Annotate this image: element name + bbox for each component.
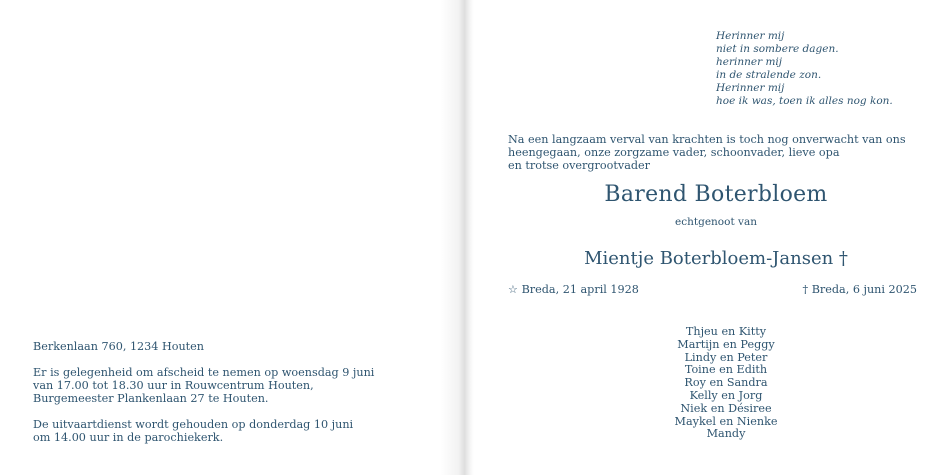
family-member: Roy en Sandra (684, 376, 768, 390)
service-line: De uitvaartdienst wordt gehouden op donderdag 10 juni (33, 418, 354, 431)
poem-line: Herinner mij (716, 82, 785, 94)
family-member: Niek en Désiree (680, 401, 772, 415)
service-line: om 14.00 uur in de parochiekerk. (33, 431, 224, 444)
card-fold-shadow (440, 0, 474, 475)
home-address: Berkenlaan 760, 1234 Houten (33, 340, 204, 353)
farewell-line: Er is gelegenheid om afscheid te nemen op woensdag 9 juni (33, 366, 375, 379)
poem-line: Herinner mij (716, 30, 785, 42)
family-list (606, 326, 846, 441)
intro-line: en trotse overgrootvader (508, 159, 650, 172)
family-member: Martijn en Peggy (677, 337, 775, 351)
family-member: Thjeu en Kitty (685, 325, 767, 338)
funeral-service-info (33, 418, 353, 444)
family-member: Toine en Edith (684, 363, 768, 377)
family-member: Kelly en Jorg (689, 388, 763, 402)
announcement-intro (508, 133, 928, 172)
poem-line: hoe ik was, toen ik alles nog kon. (716, 95, 893, 107)
poem-line: niet in sombere dagen. (716, 43, 839, 55)
poem-line: herinner mij (716, 56, 783, 68)
birth-date: ☆ Breda, 21 april 1928 (508, 283, 639, 296)
farewell-line: van 17.00 tot 18.30 uur in Rouwcentrum Houten, (33, 379, 314, 392)
family-member: Lindy en Peter (684, 350, 768, 364)
poem-line: in de stralende zon. (716, 69, 822, 81)
poem (716, 30, 893, 108)
farewell-info (33, 366, 374, 405)
intro-line: heengegaan, onze zorgzame vader, schoonvader, lieve opa (508, 146, 840, 159)
family-member: Maykel en Nienke (674, 414, 778, 428)
spouse-label: echtgenoot van (675, 216, 757, 228)
death-date: † Breda, 6 juni 2025 (802, 283, 917, 296)
family-member: Mandy (706, 427, 746, 441)
spouse-name: Mientje Boterbloem-Jansen † (584, 248, 848, 269)
deceased-name: Barend Boterbloem (604, 182, 828, 207)
intro-line: Na een langzaam verval van krachten is toch nog onverwacht van ons (508, 133, 906, 146)
farewell-line: Burgemeester Plankenlaan 27 te Houten. (33, 392, 269, 405)
